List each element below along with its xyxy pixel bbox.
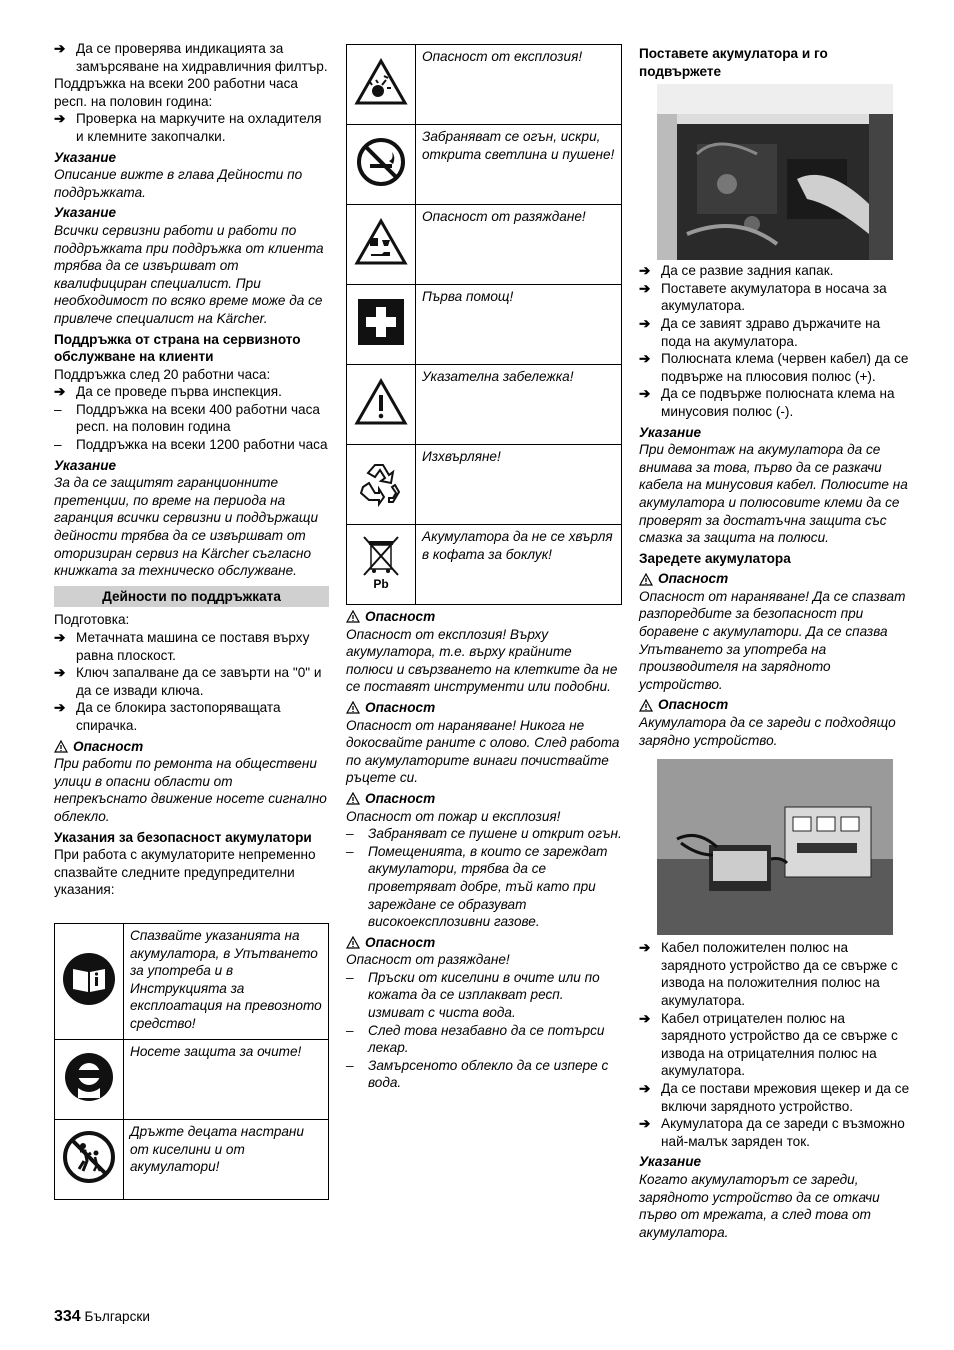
no-bin-icon (347, 525, 416, 605)
danger-heading: Опасност (346, 790, 622, 808)
table-row (347, 205, 622, 285)
explosion-icon (347, 45, 416, 125)
note-heading: Указание (54, 205, 117, 221)
corrosion-icon (347, 205, 416, 285)
warning-triangle-icon (346, 701, 360, 714)
page-number: 334 (54, 1308, 81, 1325)
symbol-table (346, 44, 622, 605)
section-heading: Поддръжка от страна на сервизното обслужване на клиенти (54, 331, 301, 365)
dash-item: – Поддръжка на всеки 400 работни часа респ. на половин година (54, 401, 320, 435)
note-heading: Указание (639, 424, 702, 440)
bullet-item: ➔ Да се блокира застопоряващата спирачка. (54, 700, 281, 733)
table-row (55, 923, 329, 1039)
bullet-item: ➔ Да се проверява индикацията за замърсяване на хидравличния филтър. (54, 41, 328, 74)
note-heading: Указание (639, 1154, 702, 1170)
danger-text: Опасност от нараняване! Никога не докосвайте раните с олово. След работа по акумулаторите винаги почиствайте ръцете си. (346, 717, 620, 786)
danger-heading: Опасност (346, 608, 622, 626)
column-right (639, 45, 911, 1241)
danger-text: Опасност от пожар и експлозия! (346, 808, 561, 824)
bullet-item: ➔ Да се подвърже полюсната клема на минусовия полюс (-). (639, 386, 895, 419)
battery-charger-photo (657, 759, 893, 935)
bullet-item: ➔ Поставете акумулатора в носача за акумулатора. (639, 280, 887, 314)
note-text: Описание вижте в глава Дейности по поддръжката. (54, 167, 303, 200)
bullet-item: ➔ Проверка на маркучите на охладителя и клемните закопчалки. (54, 111, 322, 144)
danger-heading: Опасност (346, 699, 622, 717)
warning-triangle-icon (639, 699, 653, 712)
paragraph: При работа с акумулаторите непременно спазвайте следните предупредителни указания: (54, 847, 316, 898)
symbol-text: Дръжте децата настрани от киселини и от акумулатори! (124, 1119, 329, 1199)
warning-triangle-icon (346, 610, 360, 623)
section-heading: Поставете акумулатора и го подвържете (639, 46, 828, 79)
symbol-text: Изхвърляне! (416, 445, 622, 525)
bullet-item: ➔ Метачната машина се поставя върху равна плоскост. (54, 630, 310, 663)
manual-icon (55, 923, 124, 1039)
dash-item: – Замърсеното облекло да се изпере с вода. (346, 1057, 609, 1091)
note-heading: Указание (54, 149, 117, 165)
symbol-text: Указателна забележка! (416, 365, 622, 445)
symbol-text: Спазвайте указанията на акумулатора, в Упътването за употреба и в Инструкцията за експлоатация на превозното средство! (124, 923, 329, 1039)
note-text: Всички сервизни работи и работи по поддръжката при поддръжка от клиента трябва да се извършват от квалифициран специалист. При необходимост по всяко време може да се привлече специалист на Kärcher. (54, 222, 324, 326)
dash-item: – Поддръжка на всеки 1200 работни часа (54, 437, 328, 453)
table-row (347, 125, 622, 205)
symbol-text: Първа помощ! (416, 285, 622, 365)
danger-heading: Опасност (54, 738, 329, 756)
table-row (55, 1039, 329, 1119)
danger-text: Акумулатора да се зареди с подходящо зарядно устройство. (639, 715, 896, 748)
recycle-icon (347, 445, 416, 525)
pb-label: Pb (373, 577, 389, 592)
dash-item: – Помещенията, в които се зареждат акумулатори, трябва да се проветряват добре, тъй като при зареждане се образуват високоексплозивни газове. (346, 843, 608, 930)
no-fire-icon (347, 125, 416, 205)
note-text: При демонтаж на акумулатора да се внимава за това, първо да се разкачи кабела на минусовия кабел. Полюсите на акумулатора и полюсовите клеми да се проверят за достатъчна защита със смазка за защита на полюси. (639, 442, 908, 546)
warning-triangle-icon (346, 936, 360, 949)
bullet-item: ➔ Кабел положителен полюс на зарядното устройство да се свърже с извода на положителния полюс на акумулатора. (639, 940, 898, 1008)
bullet-item: ➔ Ключ запалване да се завърти на "0" и да се извади ключа. (54, 665, 322, 698)
battery-installation-photo (657, 84, 893, 260)
bullet-item: ➔ Да се постави мрежовия щекер и да се включи зарядното устройство. (639, 1080, 910, 1114)
danger-text: Опасност от нараняване! Да се спазват разпоредбите за безопасност при боравене с акумулатори. Да се спазва Упътването за употреба на производителя на зарядното устройство. (639, 588, 906, 692)
no-children-icon (55, 1119, 124, 1199)
warning-triangle-icon (346, 792, 360, 805)
page-footer (54, 1308, 150, 1326)
bullet-item: ➔ Да се развие задния капак. (639, 263, 834, 279)
table-row (55, 1119, 329, 1199)
dash-item: – След това незабавно да се потърси лекар. (346, 1022, 605, 1056)
column-left (54, 40, 329, 1200)
table-row (347, 365, 622, 445)
bullet-item: ➔ Да се завият здраво държачите на пода на акумулатора. (639, 315, 881, 349)
warning-icon (347, 365, 416, 445)
goggles-icon (55, 1039, 124, 1119)
section-title-bar: Дейности по поддръжката (54, 586, 329, 608)
table-row (347, 285, 622, 365)
note-heading: Указание (54, 457, 117, 473)
note-text: Когато акумулаторът се зареди, зарядното устройство да се откачи първо от мрежата, а след това от акумулатора. (639, 1171, 880, 1240)
symbol-text: Носете защита за очите! (124, 1039, 329, 1119)
first-aid-icon (347, 285, 416, 365)
section-heading: Заредете акумулатора (639, 550, 791, 566)
section-heading: Указания за безопасност акумулатори (54, 829, 312, 845)
paragraph: Подготовка: (54, 612, 130, 628)
column-middle (346, 44, 622, 1092)
danger-heading: Опасност (346, 934, 622, 952)
danger-heading: Опасност (639, 570, 911, 588)
symbol-table (54, 923, 329, 1200)
danger-heading: Опасност (639, 696, 911, 714)
bullet-item: ➔ Кабел отрицателен полюс на зарядното устройство да се свърже с извода на отрицателния полюс на акумулатора. (639, 1010, 898, 1079)
dash-item: – Пръски от киселини в очите или по кожата да се изплакват респ. измиват с чиста вода. (346, 969, 600, 1021)
danger-text: При работи по ремонта на обществени улици в опасни области от непрекъснато движение носете сигнално облекло. (54, 756, 327, 824)
symbol-text: Забраняват се огън, искри, открита светлина и пушене! (416, 125, 622, 205)
note-text: За да се защитят гаранционните претенции, по време на периода на гаранция всички сервизни и поддържащи дейности трябва да се извършват от оторизиран сервиз на Kärcher съгласно книжката за техническо обслужване. (54, 475, 319, 579)
bullet-item: ➔ Да се проведе първа инспекция. (54, 384, 282, 400)
symbol-text: Опасност от разяждане! (416, 205, 622, 285)
table-row (347, 525, 622, 605)
danger-text: Опасност от разяждане! (346, 952, 510, 968)
warning-triangle-icon (54, 740, 68, 753)
table-row (347, 445, 622, 525)
language-label: Български (84, 1309, 150, 1324)
paragraph: Поддръжка след 20 работни часа: (54, 366, 271, 382)
symbol-text: Опасност от експлозия! (416, 45, 622, 125)
symbol-text: Акумулатора да не се хвърля в кофата за боклук! (416, 525, 622, 605)
danger-text: Опасност от експлозия! Върху акумулатора, т.е. върху крайните полюси и свързването на клетките да не се поставят инструменти или подобни. (346, 626, 618, 695)
paragraph: Поддръжка на всеки 200 работни часа респ. на половин година: (54, 76, 298, 109)
warning-triangle-icon (639, 573, 653, 586)
dash-item: – Забраняват се пушене и открит огън. (346, 826, 622, 842)
table-row (347, 45, 622, 125)
bullet-item: ➔ Акумулатора да се зареди с възможно най-малък заряден ток. (639, 1116, 905, 1149)
bullet-item: ➔ Полюсната клема (червен кабел) да се подвърже на плюсовия полюс (+). (639, 351, 909, 384)
